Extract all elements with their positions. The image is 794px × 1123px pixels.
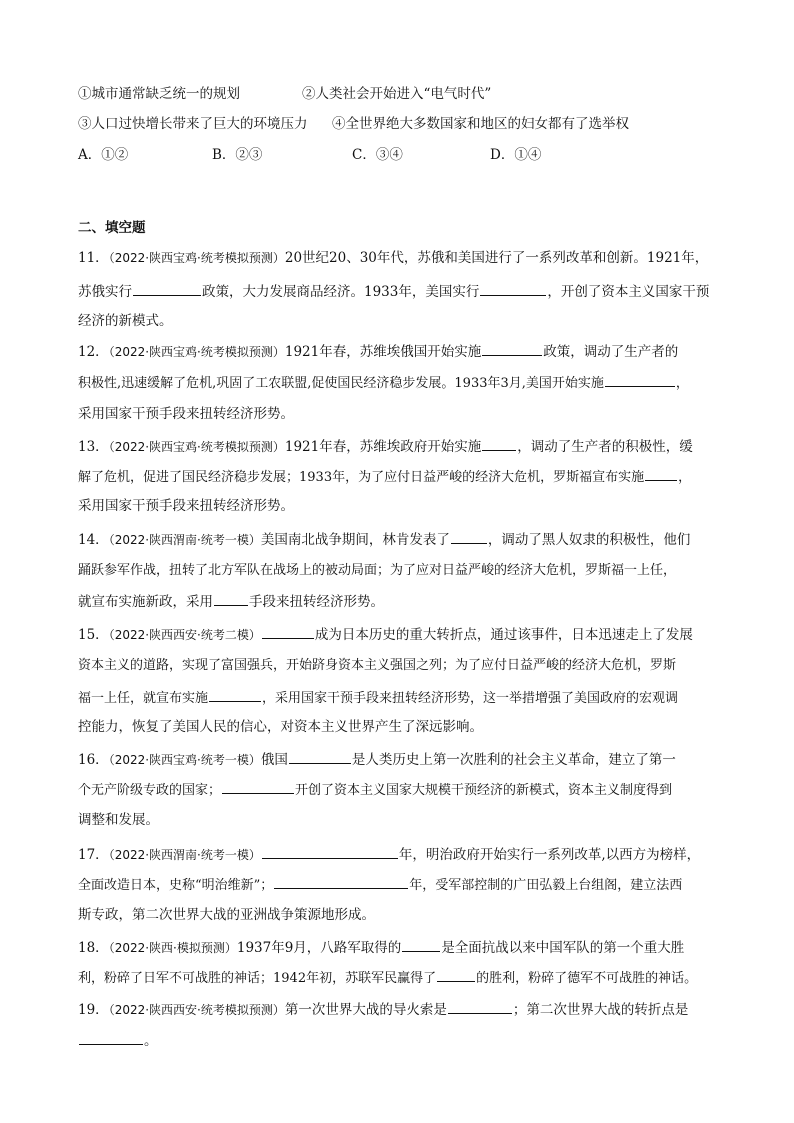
answer-blank[interactable] <box>274 874 408 889</box>
question-number: 11． <box>78 250 109 266</box>
question-number: 18． <box>78 940 109 956</box>
answer-blank[interactable] <box>262 624 314 639</box>
q13-line-1 <box>78 436 728 456</box>
q15-line-4: 控能力，恢复了美国人民的信心，对资本主义世界产生了深远影响。 <box>78 719 483 735</box>
q17-line-1 <box>78 844 728 864</box>
q14-line-2: 踊跃参军作战，扭转了北方军队在战场上的被动局面；为了应对日益严峻的经济大危机，罗斯福一上任， <box>78 563 677 578</box>
question-text: 。 <box>144 1033 158 1049</box>
question-text: 开创了资本主义国家大规模干预经济的新模式，资本主义制度得到 <box>295 783 673 798</box>
question-text: 手段来扭转经济形势。 <box>249 594 384 610</box>
q10-choice-b[interactable]: B．②③ <box>212 147 263 163</box>
question-text: 积极性,迅速缓解了危机,巩固了工农联盟,促使国民经济稳步发展。1933年3月,美国开始实施 <box>78 376 604 391</box>
question-number: 17． <box>78 847 109 863</box>
section-title: 二、填空题 <box>78 220 146 236</box>
question-text: ，调动了黑人奴隶的积极性，他们 <box>487 532 691 548</box>
answer-blank[interactable] <box>482 436 516 451</box>
q14-line-1 <box>78 529 728 549</box>
answer-blank[interactable] <box>645 466 677 481</box>
q17-line-2 <box>78 874 728 894</box>
q11-line-2 <box>78 281 728 301</box>
question-text: 苏俄实行 <box>78 284 132 300</box>
q10-option-2: ②人类社会开始进入“电气时代” <box>302 86 492 102</box>
q16-line-2 <box>78 779 728 799</box>
question-text: 全面改造日本，史称“明治维新”； <box>78 878 274 893</box>
question-text: ， <box>678 470 692 485</box>
question-text: 俄国 <box>260 752 288 768</box>
answer-blank[interactable] <box>79 1030 143 1045</box>
question-source: （2022·陕西西安·统考二模） <box>108 628 261 642</box>
question-number: 16． <box>78 752 109 768</box>
question-source: （2022·陕西渭南·统考一模） <box>108 533 261 547</box>
q16-line-1 <box>78 749 728 769</box>
question-number: 15． <box>78 627 109 643</box>
question-text: 个无产阶级专政的国家； <box>78 783 222 798</box>
answer-blank[interactable] <box>222 779 294 794</box>
q14-line-3 <box>78 591 728 611</box>
question-text: 福一上任，就宣布实施 <box>78 691 209 706</box>
answer-blank[interactable] <box>209 687 261 702</box>
question-text: 解了危机，促进了国民经济稳步发展；1933年，为了应付日益严峻的经济大危机，罗斯福宣布实施 <box>78 470 645 485</box>
question-text: 第一次世界大战的导火索是 <box>284 1002 447 1018</box>
q17-line-3: 斯专政，第二次世界大战的亚洲战争策源地形成。 <box>78 907 375 923</box>
question-text: 政策，大力发展商品经济。1933年，美国实行 <box>202 284 480 300</box>
question-text: 成为日本历史的重大转折点，通过该事件，日本迅速走上了发展 <box>314 627 693 643</box>
q10-choice-c[interactable]: C．③④ <box>352 147 403 163</box>
answer-blank[interactable] <box>402 937 440 952</box>
q10-option-1: ①城市通常缺乏统一的规划 <box>78 86 240 102</box>
answer-blank[interactable] <box>289 749 351 764</box>
question-source: （2022·陕西宝鸡·统考模拟预测） <box>108 251 285 265</box>
answer-blank[interactable] <box>482 341 542 356</box>
question-text: 是人类历史上第一次胜利的社会主义革命，建立了第一 <box>351 752 676 768</box>
answer-blank[interactable] <box>133 281 201 296</box>
q19-line-2 <box>78 1030 728 1050</box>
answer-blank[interactable] <box>262 844 398 859</box>
question-text: ；第二次世界大战的转折点是 <box>512 1002 689 1018</box>
question-number: 12． <box>78 344 109 360</box>
question-text: 年，明治政府开始实行一系列改革,以西方为榜样， <box>398 847 701 863</box>
q18-line-2 <box>78 967 728 987</box>
q16-line-3: 调整和发展。 <box>78 812 159 828</box>
question-text: 就宣布实施新政，采用 <box>78 594 213 610</box>
q11-line-3: 经济的新模式。 <box>78 313 173 329</box>
answer-blank[interactable] <box>451 529 487 544</box>
question-text: 美国南北战争期间，林肯发表了 <box>260 532 450 548</box>
question-source: （2022·陕西·模拟预测） <box>108 941 237 955</box>
question-text: 政策，调动了生产者的 <box>543 344 679 360</box>
q10-choice-a[interactable]: A．①② <box>78 147 129 163</box>
question-text: 20世纪20、30年代，苏俄和美国进行了一系列改革和创新。1921年， <box>284 250 709 266</box>
question-text: 的胜利，粉碎了德军不可战胜的神话。 <box>476 971 698 986</box>
q12-line-3: 采用国家干预手段来扭转经济形势。 <box>78 406 294 422</box>
question-text: 1937年9月，八路军取得的 <box>236 940 402 956</box>
answer-blank[interactable] <box>214 591 248 606</box>
question-text: 1921年春，苏维埃俄国开始实施 <box>284 344 482 360</box>
question-text: ，开创了资本主义国家干预 <box>547 284 710 300</box>
q15-line-3 <box>78 687 728 707</box>
q12-line-2 <box>78 372 728 392</box>
q15-line-2: 资本主义的道路，实现了富国强兵，开始跻身资本主义强国之列；为了应付日益严峻的经济大危机，罗斯 <box>78 658 677 673</box>
question-text: 是全面抗战以来中国军队的第一个重大胜 <box>441 940 685 956</box>
answer-blank[interactable] <box>605 372 675 387</box>
question-source: （2022·陕西西安·统考模拟预测） <box>108 1003 285 1017</box>
question-number: 19． <box>78 1002 109 1018</box>
question-text: ，采用国家干预手段来扭转经济形势，这一举措增强了美国政府的宏观调 <box>262 691 679 706</box>
q10-option-3: ③人口过快增长带来了巨大的环境压力 <box>78 116 308 132</box>
q11-line-1 <box>78 248 728 268</box>
answer-blank[interactable] <box>480 281 546 296</box>
answer-blank[interactable] <box>437 967 475 982</box>
question-source: （2022·陕西宝鸡·统考模拟预测） <box>108 440 285 454</box>
q15-line-1 <box>78 624 728 644</box>
question-text: ， <box>675 376 689 391</box>
q10-choice-d[interactable]: D．①④ <box>490 147 542 163</box>
question-text: 利，粉碎了日军不可战胜的神话；1942年初，苏联军民赢得了 <box>78 971 437 986</box>
q13-line-2 <box>78 466 728 486</box>
question-source: （2022·陕西宝鸡·统考一模） <box>108 753 261 767</box>
question-source: （2022·陕西宝鸡·统考模拟预测） <box>108 345 285 359</box>
question-number: 14． <box>78 532 109 548</box>
question-number: 13． <box>78 439 109 455</box>
question-text: 年，受军部控制的广田弘毅上台组阁，建立法西 <box>409 878 683 893</box>
q18-line-1 <box>78 937 728 957</box>
q12-line-1 <box>78 341 728 361</box>
answer-blank[interactable] <box>448 999 512 1014</box>
question-text: ，调动了生产者的积极性，缓 <box>517 439 693 455</box>
q13-line-3: 采用国家干预手段来扭转经济形势。 <box>78 498 294 514</box>
q10-option-4: ④全世界绝大多数国家和地区的妇女都有了选举权 <box>332 116 629 132</box>
question-text: 1921年春，苏维埃政府开始实施 <box>284 439 482 455</box>
q19-line-1 <box>78 999 728 1019</box>
question-source: （2022·陕西渭南·统考一模） <box>108 848 261 862</box>
